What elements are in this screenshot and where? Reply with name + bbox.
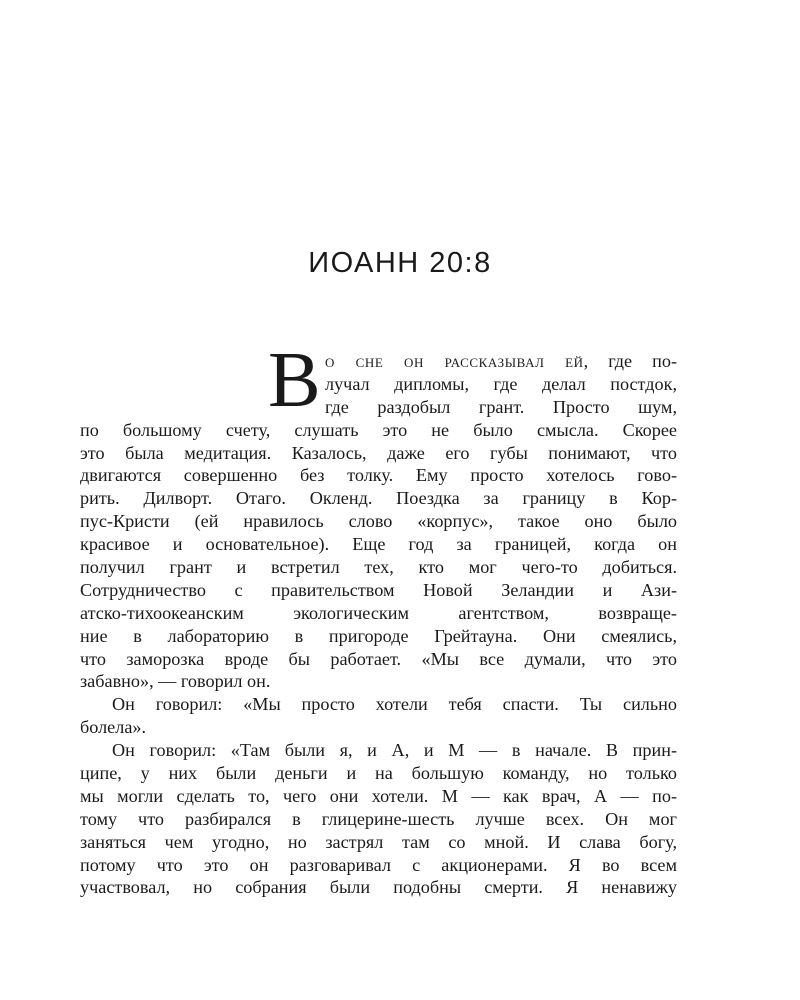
- text-line: [80, 350, 677, 373]
- text-line: мы могли сделать то, чего они хотели. М — как врач, А — по-: [80, 785, 677, 806]
- text-line: пус-Кристи (ей нравилось слово «корпус», такое оно было: [80, 511, 677, 532]
- text-line: красивое и основательное). Еще год за границей, когда он: [80, 534, 677, 555]
- body-text: [80, 337, 677, 899]
- drop-cap: В: [268, 337, 321, 424]
- text-line: двигаются совершенно без толку. Ему просто хотелось гово-: [80, 465, 677, 486]
- text-line: Он говорил: «Мы просто хотели тебя спасти. Ты сильно: [112, 694, 677, 715]
- text-line: атско-тихоокеанским экологическим агентством, возвраще-: [80, 602, 677, 623]
- text-line: заняться чем угодно, но застрял там со мной. И слава богу,: [80, 831, 677, 852]
- text-line: ципе, у них были деньги и на большую команду, но только: [80, 763, 677, 784]
- text-line: болела».: [80, 717, 147, 738]
- paragraph-3: [80, 739, 677, 899]
- text-line: рить. Дилворт. Отаго. Окленд. Поездка за границу в Кор-: [80, 488, 677, 509]
- text-line: Он говорил: «Там были я, и А, и М — в начале. В прин-: [112, 740, 677, 761]
- text-line: потому что это он разговаривал с акционерами. Я во всем: [80, 854, 677, 875]
- text-line: лучал дипломы, где делал постдок,: [325, 373, 677, 394]
- chapter-title: ИОАНН 20:8: [308, 247, 492, 279]
- text-line: участвовал, но собрания были подобны смерти. Я ненавижу: [80, 877, 677, 898]
- text-line: Сотрудничество с правительством Новой Зеландии и Ази-: [80, 579, 677, 600]
- text-line: что заморозка вроде бы работает. «Мы все думали, что это: [80, 648, 677, 669]
- small-caps-lead: о сне он рассказывал ей: [325, 351, 584, 371]
- paragraph-2: [80, 693, 677, 739]
- paragraph-1: [80, 337, 677, 693]
- text-line: по большому счету, слушать это не было смысла. Скорее: [80, 419, 677, 440]
- text-line: где раздобыл грант. Просто шум,: [325, 396, 677, 417]
- text-line: получил грант и встретил тех, кто мог чего-то добиться.: [80, 557, 677, 578]
- text-line: тому что разбирался в глицерине-шесть лучше всех. Он мог: [80, 808, 677, 829]
- text-line: забавно», — говорил он.: [80, 671, 271, 692]
- text-line: это была медитация. Казалось, даже его губы понимают, что: [80, 442, 677, 463]
- text-line: ние в лабораторию в пригороде Грейтауна. Они смеялись,: [80, 625, 677, 646]
- text-span: , где по-: [583, 351, 677, 371]
